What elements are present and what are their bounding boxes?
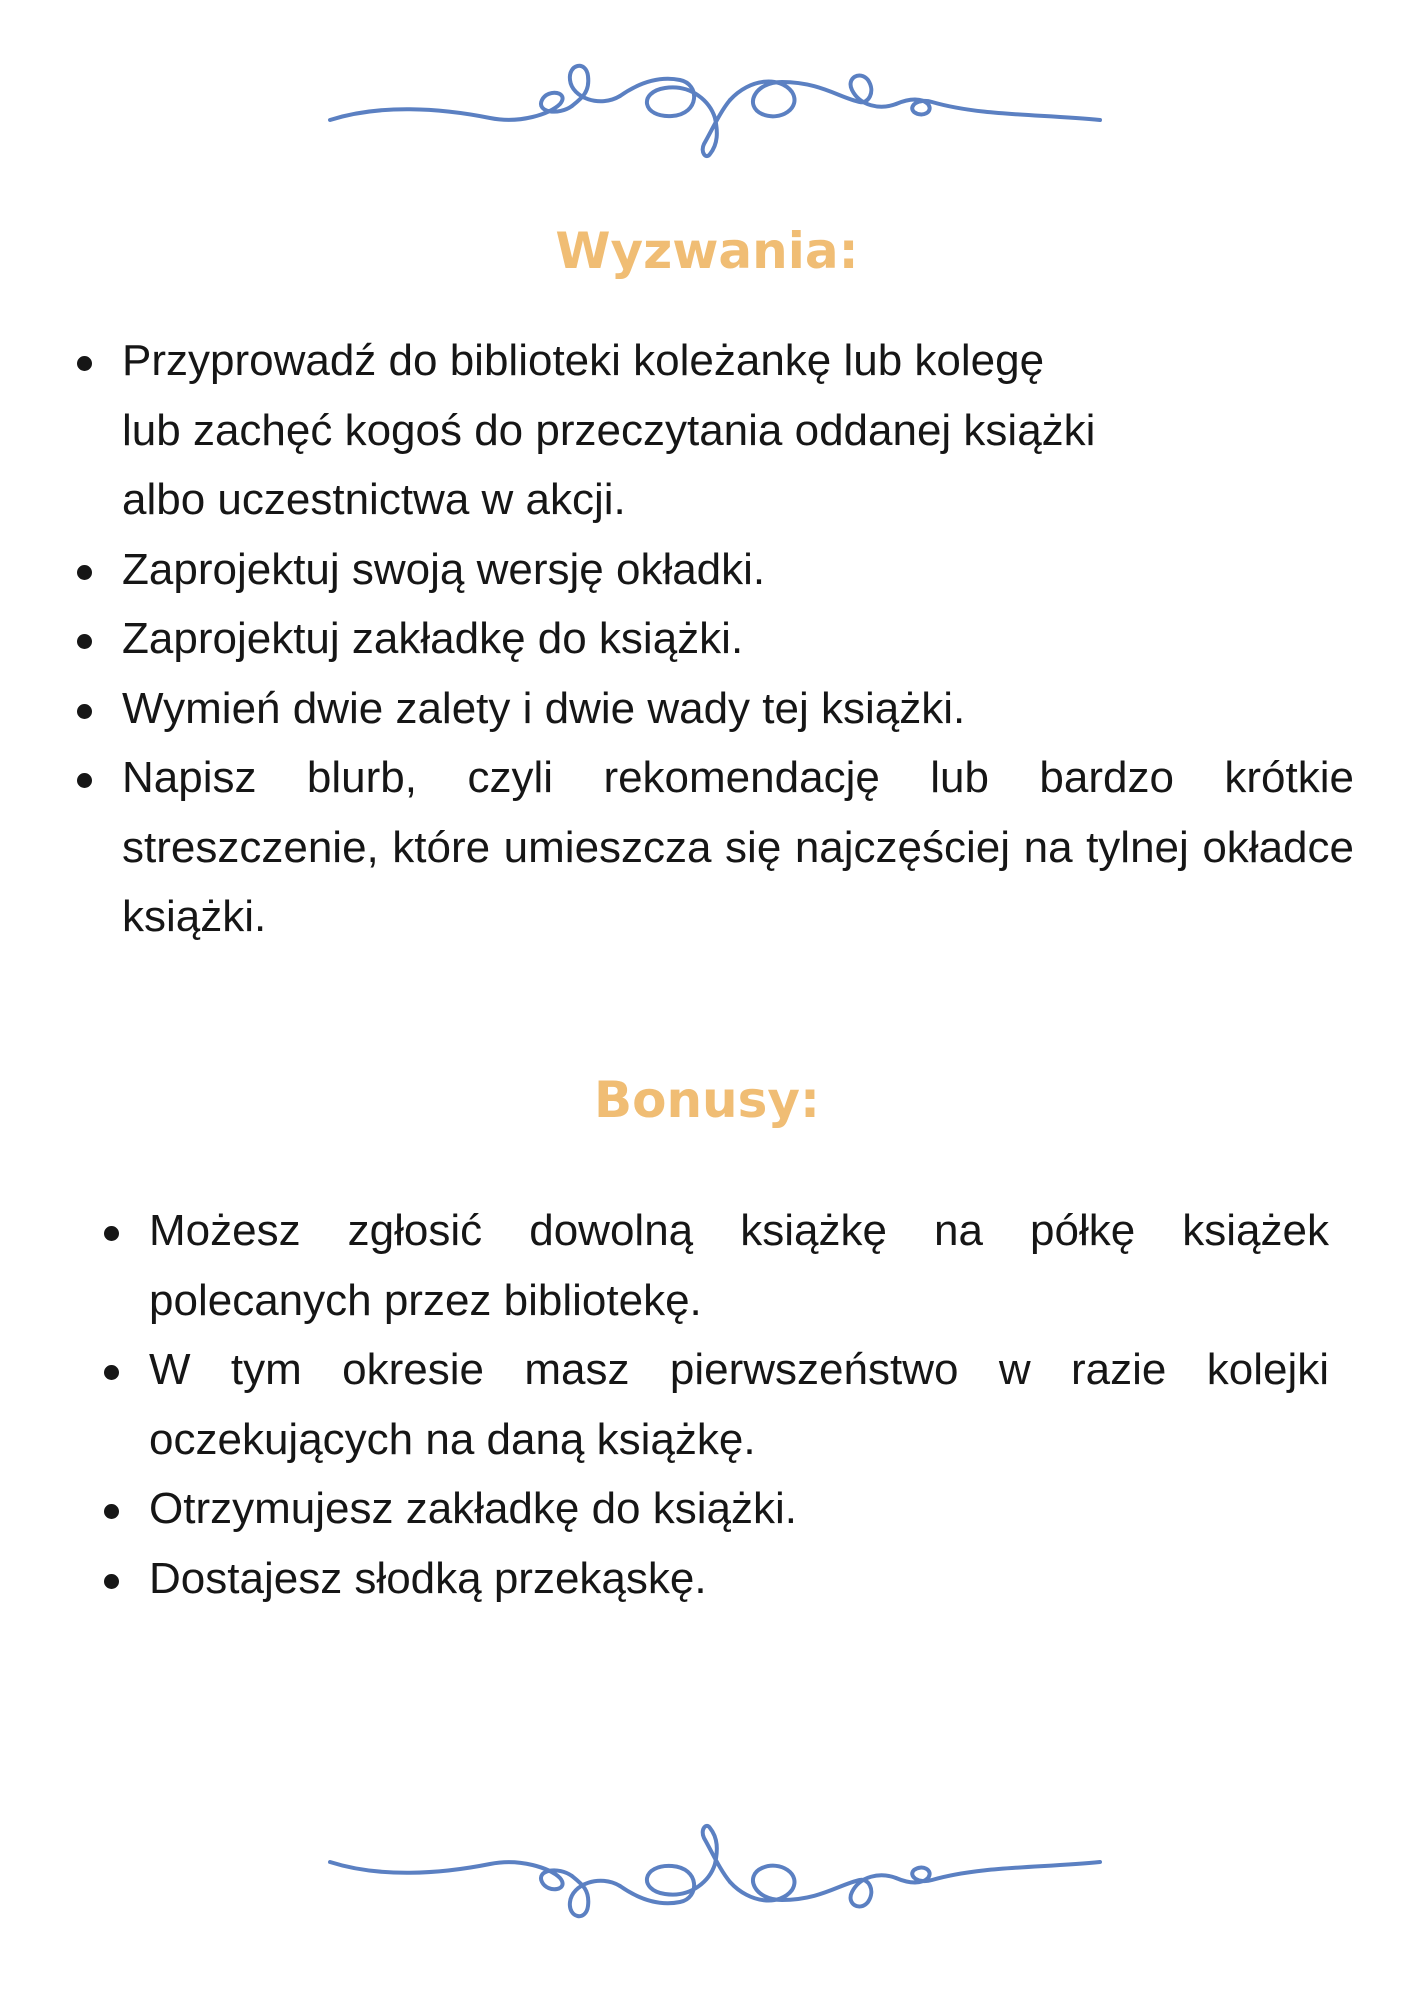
challenges-heading: Wyzwania: <box>555 222 859 280</box>
bullet-icon <box>77 634 92 649</box>
list-item-line: lub zachęć kogoś do przeczytania oddanej książki <box>122 405 1096 455</box>
list-item <box>149 1474 1329 1544</box>
bonuses-list <box>149 1196 1329 1613</box>
challenges-list <box>122 326 1354 952</box>
list-item-line: Przyprowadź do biblioteki koleżankę lub kolegę <box>122 336 1045 385</box>
list-item-text: Możesz zgłosić dowolną książkę na półkę książek polecanych przez bibliotekę. <box>149 1206 1329 1325</box>
list-item <box>122 674 1354 744</box>
list-item <box>122 604 1354 674</box>
top-flourish-ornament <box>320 52 1110 162</box>
list-item <box>122 743 1354 952</box>
list-item <box>149 1196 1329 1335</box>
flourish-icon <box>320 52 1110 162</box>
list-item <box>149 1544 1329 1614</box>
list-item <box>122 535 1354 605</box>
bullet-icon <box>104 1226 119 1241</box>
list-item-text: Zaprojektuj zakładkę do książki. <box>122 614 744 663</box>
list-item <box>122 326 1354 535</box>
bonuses-heading: Bonusy: <box>593 1071 820 1129</box>
bullet-icon <box>77 773 92 788</box>
bullet-icon <box>77 704 92 719</box>
list-item-text: Otrzymujesz zakładkę do książki. <box>149 1484 797 1533</box>
bullet-icon <box>104 1365 119 1380</box>
bullet-icon <box>77 356 92 371</box>
bullet-icon <box>104 1504 119 1519</box>
bullet-icon <box>104 1574 119 1589</box>
list-item-text: Zaprojektuj swoją wersję okładki. <box>122 544 766 594</box>
list-item-text: W tym okresie masz pierwszeństwo w razie kolejki oczekujących na daną książkę. <box>149 1345 1329 1464</box>
list-item-text: Dostajesz słodką przekąskę. <box>149 1553 707 1603</box>
list-item <box>149 1335 1329 1474</box>
flourish-icon <box>320 1820 1110 1930</box>
bottom-flourish-ornament <box>320 1820 1110 1930</box>
list-item-text: Napisz blurb, czyli rekomendację lub bardzo krótkie streszczenie, które umieszcza się najczęściej na tylnej okładce książki. <box>122 753 1354 941</box>
list-item-line: albo uczestnictwa w akcji. <box>122 475 626 524</box>
bullet-icon <box>77 565 92 580</box>
list-item-text: Wymień dwie zalety i dwie wady tej książki. <box>122 683 966 733</box>
